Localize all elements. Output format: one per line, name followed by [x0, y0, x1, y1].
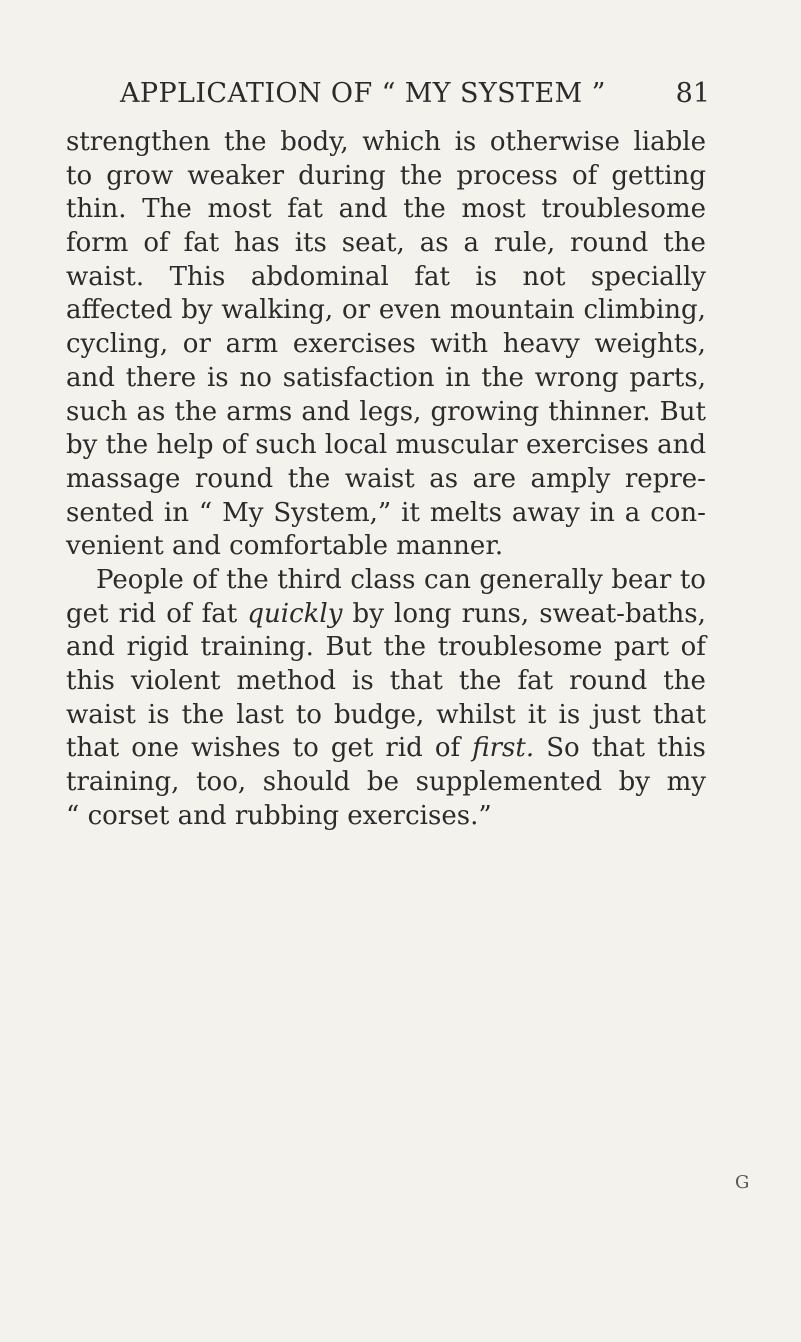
- text-line: [66, 699, 706, 733]
- word: generally: [479, 564, 603, 595]
- word: of: [192, 564, 218, 595]
- word: this: [657, 733, 706, 764]
- word: and: [657, 430, 706, 461]
- word: is: [206, 362, 229, 393]
- word: can: [424, 564, 471, 595]
- word: by: [352, 598, 384, 629]
- word: seat,: [341, 228, 405, 259]
- word: of: [434, 733, 461, 764]
- page-header: [120, 76, 710, 116]
- word: it: [527, 699, 547, 730]
- word: “: [198, 497, 213, 528]
- word: the: [105, 430, 149, 461]
- word: This: [169, 261, 226, 292]
- word: class: [350, 564, 416, 595]
- word: the: [383, 632, 427, 663]
- word: such: [255, 430, 317, 461]
- word: the: [403, 194, 446, 225]
- word: affected: [66, 295, 173, 326]
- word: But: [659, 396, 706, 427]
- word: wrong: [534, 362, 619, 393]
- word: local: [324, 430, 388, 461]
- word: getting: [611, 160, 706, 191]
- word: that: [591, 733, 645, 764]
- text-line: [66, 631, 706, 665]
- word: cycling,: [66, 329, 169, 360]
- word: fat: [183, 228, 220, 259]
- word: by: [181, 295, 213, 326]
- word: help: [156, 430, 214, 461]
- word: should: [262, 767, 351, 798]
- word: as: [429, 463, 459, 494]
- word: the: [174, 396, 218, 427]
- word: last: [236, 699, 284, 730]
- word: to: [292, 733, 319, 764]
- word: which: [362, 127, 441, 157]
- word: to: [679, 564, 706, 595]
- word: is: [558, 699, 581, 730]
- word: the: [226, 564, 269, 595]
- word: waist: [344, 463, 415, 494]
- word: and: [338, 194, 388, 225]
- text-line: [66, 362, 706, 396]
- word: exercises.”: [347, 800, 492, 831]
- text-line: [66, 598, 706, 632]
- word: that: [389, 666, 443, 696]
- word: manner.: [396, 531, 504, 562]
- text-line: [66, 227, 706, 261]
- word: sweat-baths,: [539, 598, 706, 629]
- word: fat: [414, 261, 450, 292]
- word: round: [194, 463, 274, 494]
- word: violent: [130, 666, 221, 696]
- word: of: [571, 160, 598, 191]
- text-line: [66, 193, 706, 227]
- word: rule,: [493, 228, 556, 259]
- word: exercises: [526, 430, 649, 461]
- running-title: APPLICATION OF “ MY SYSTEM ”: [120, 78, 606, 109]
- word: climbing,: [583, 295, 706, 326]
- word: as: [136, 396, 166, 427]
- word: of: [143, 228, 169, 259]
- word: parts,: [629, 362, 706, 393]
- word: is: [147, 699, 170, 730]
- text-line: [66, 126, 706, 160]
- word: abdominal: [250, 261, 389, 292]
- word: People: [96, 564, 184, 595]
- word: the: [181, 699, 225, 730]
- word: in: [445, 362, 471, 393]
- word: budge,: [333, 699, 425, 730]
- word: troublesome: [437, 632, 603, 663]
- text-line: [66, 429, 706, 463]
- word: melts: [429, 497, 502, 528]
- word: waist: [66, 699, 136, 730]
- word: thinner.: [548, 396, 651, 427]
- word: waist.: [66, 261, 145, 292]
- word: comfortable: [229, 531, 389, 562]
- word: too,: [196, 767, 247, 798]
- word: part: [614, 632, 670, 663]
- word: the: [663, 666, 706, 696]
- word: So: [546, 733, 580, 764]
- word: arm: [225, 329, 279, 360]
- word: and: [66, 362, 115, 393]
- word: and: [66, 632, 115, 663]
- word: whilst: [436, 699, 516, 730]
- word: get: [330, 733, 374, 764]
- text-line: [66, 463, 706, 497]
- word: even: [378, 295, 442, 326]
- word: round: [569, 666, 648, 696]
- word: walking,: [221, 295, 334, 326]
- word: the: [223, 127, 267, 157]
- word: one: [131, 733, 180, 764]
- text-line: [66, 160, 706, 194]
- word: its: [294, 228, 327, 259]
- text-line: [66, 328, 706, 362]
- word: in: [589, 497, 615, 528]
- word: the: [481, 362, 524, 393]
- word: specially: [590, 261, 706, 292]
- word: or: [182, 329, 211, 360]
- word: is: [475, 261, 498, 292]
- word: weights,: [594, 329, 706, 360]
- word: by: [66, 430, 98, 461]
- word: venient: [66, 531, 164, 562]
- word: But: [325, 632, 372, 663]
- word: rid: [385, 733, 423, 764]
- word: massage: [66, 463, 181, 494]
- word: arms: [226, 396, 293, 427]
- word: to: [295, 699, 322, 730]
- word: the: [399, 160, 443, 191]
- word: strengthen: [66, 127, 211, 157]
- signature-mark: G: [735, 1172, 750, 1193]
- word: is: [352, 666, 374, 696]
- word: the: [287, 463, 331, 494]
- word: repre-: [624, 463, 706, 494]
- text-line: [66, 766, 706, 800]
- word: otherwise: [489, 127, 620, 157]
- word: has: [234, 228, 280, 259]
- word: process: [456, 160, 558, 191]
- word: this: [66, 666, 115, 696]
- word: mountain: [449, 295, 575, 326]
- word: that: [652, 699, 706, 730]
- word: sented: [66, 497, 154, 528]
- word: and: [171, 531, 221, 562]
- word: exercises: [292, 329, 416, 360]
- word: third: [277, 564, 342, 595]
- word: as: [419, 228, 449, 259]
- word: thin.: [66, 194, 127, 225]
- word: during: [298, 160, 386, 191]
- word: liable: [633, 127, 706, 157]
- word: just: [592, 699, 641, 730]
- word: the: [458, 666, 502, 696]
- word: muscular: [395, 430, 518, 461]
- word: it: [401, 497, 420, 528]
- page-number: 81: [675, 78, 710, 109]
- word: rubbing: [234, 800, 339, 831]
- word: to: [66, 160, 93, 191]
- text-line: [66, 497, 706, 531]
- word: weaker: [187, 160, 285, 191]
- word: heavy: [502, 329, 580, 360]
- word: of: [166, 598, 192, 629]
- word: with: [430, 329, 489, 360]
- word: the: [663, 228, 706, 259]
- text-line: [66, 800, 706, 834]
- word: long: [394, 598, 452, 629]
- word: a: [463, 228, 480, 259]
- paragraph: [66, 564, 706, 834]
- word: The: [142, 194, 192, 225]
- word: rid: [118, 598, 157, 629]
- word: first.: [472, 733, 535, 764]
- word: of: [221, 430, 248, 461]
- word: training,: [66, 767, 180, 798]
- word: growing: [430, 396, 540, 427]
- word: there: [125, 362, 197, 393]
- word: quickly: [247, 598, 343, 629]
- word: body,: [280, 127, 349, 157]
- word: most: [461, 194, 526, 225]
- word: such: [66, 396, 128, 427]
- text-line: [66, 530, 706, 564]
- word: “: [66, 800, 80, 831]
- word: amply: [530, 463, 611, 494]
- word: away: [511, 497, 580, 528]
- word: My: [222, 497, 264, 528]
- word: no: [239, 362, 272, 393]
- word: is: [454, 127, 477, 157]
- word: fat: [287, 194, 323, 225]
- text-line: [66, 261, 706, 295]
- word: training.: [200, 632, 314, 663]
- word: that: [66, 733, 120, 764]
- text-line: [66, 732, 706, 766]
- text-line: [66, 294, 706, 328]
- word: get: [66, 598, 109, 629]
- word: fat: [201, 598, 238, 629]
- word: fat: [517, 666, 554, 696]
- word: satisfaction: [282, 362, 435, 393]
- word: are: [472, 463, 516, 494]
- word: most: [207, 194, 272, 225]
- text-line: [66, 665, 706, 699]
- word: rigid: [126, 632, 189, 663]
- word: con-: [650, 497, 706, 528]
- word: bear: [611, 564, 672, 595]
- word: runs,: [461, 598, 530, 629]
- word: and: [301, 396, 351, 427]
- text-line: [66, 564, 706, 598]
- text-line: [66, 396, 706, 430]
- word: and: [177, 800, 227, 831]
- word: wishes: [191, 733, 281, 764]
- word: supplemented: [415, 767, 602, 798]
- word: of: [680, 632, 706, 663]
- word: corset: [87, 800, 170, 831]
- word: not: [522, 261, 566, 292]
- word: by: [618, 767, 650, 798]
- word: a: [624, 497, 641, 528]
- word: method: [236, 666, 336, 696]
- word: in: [163, 497, 189, 528]
- word: legs,: [359, 396, 422, 427]
- body-text: [66, 126, 706, 833]
- word: troublesome: [541, 194, 706, 225]
- word: form: [66, 228, 129, 259]
- word: be: [366, 767, 399, 798]
- word: System,”: [273, 497, 392, 528]
- word: or: [341, 295, 371, 326]
- word: round: [570, 228, 649, 259]
- word: my: [666, 767, 706, 798]
- word: grow: [106, 160, 174, 191]
- paragraph: [66, 126, 706, 564]
